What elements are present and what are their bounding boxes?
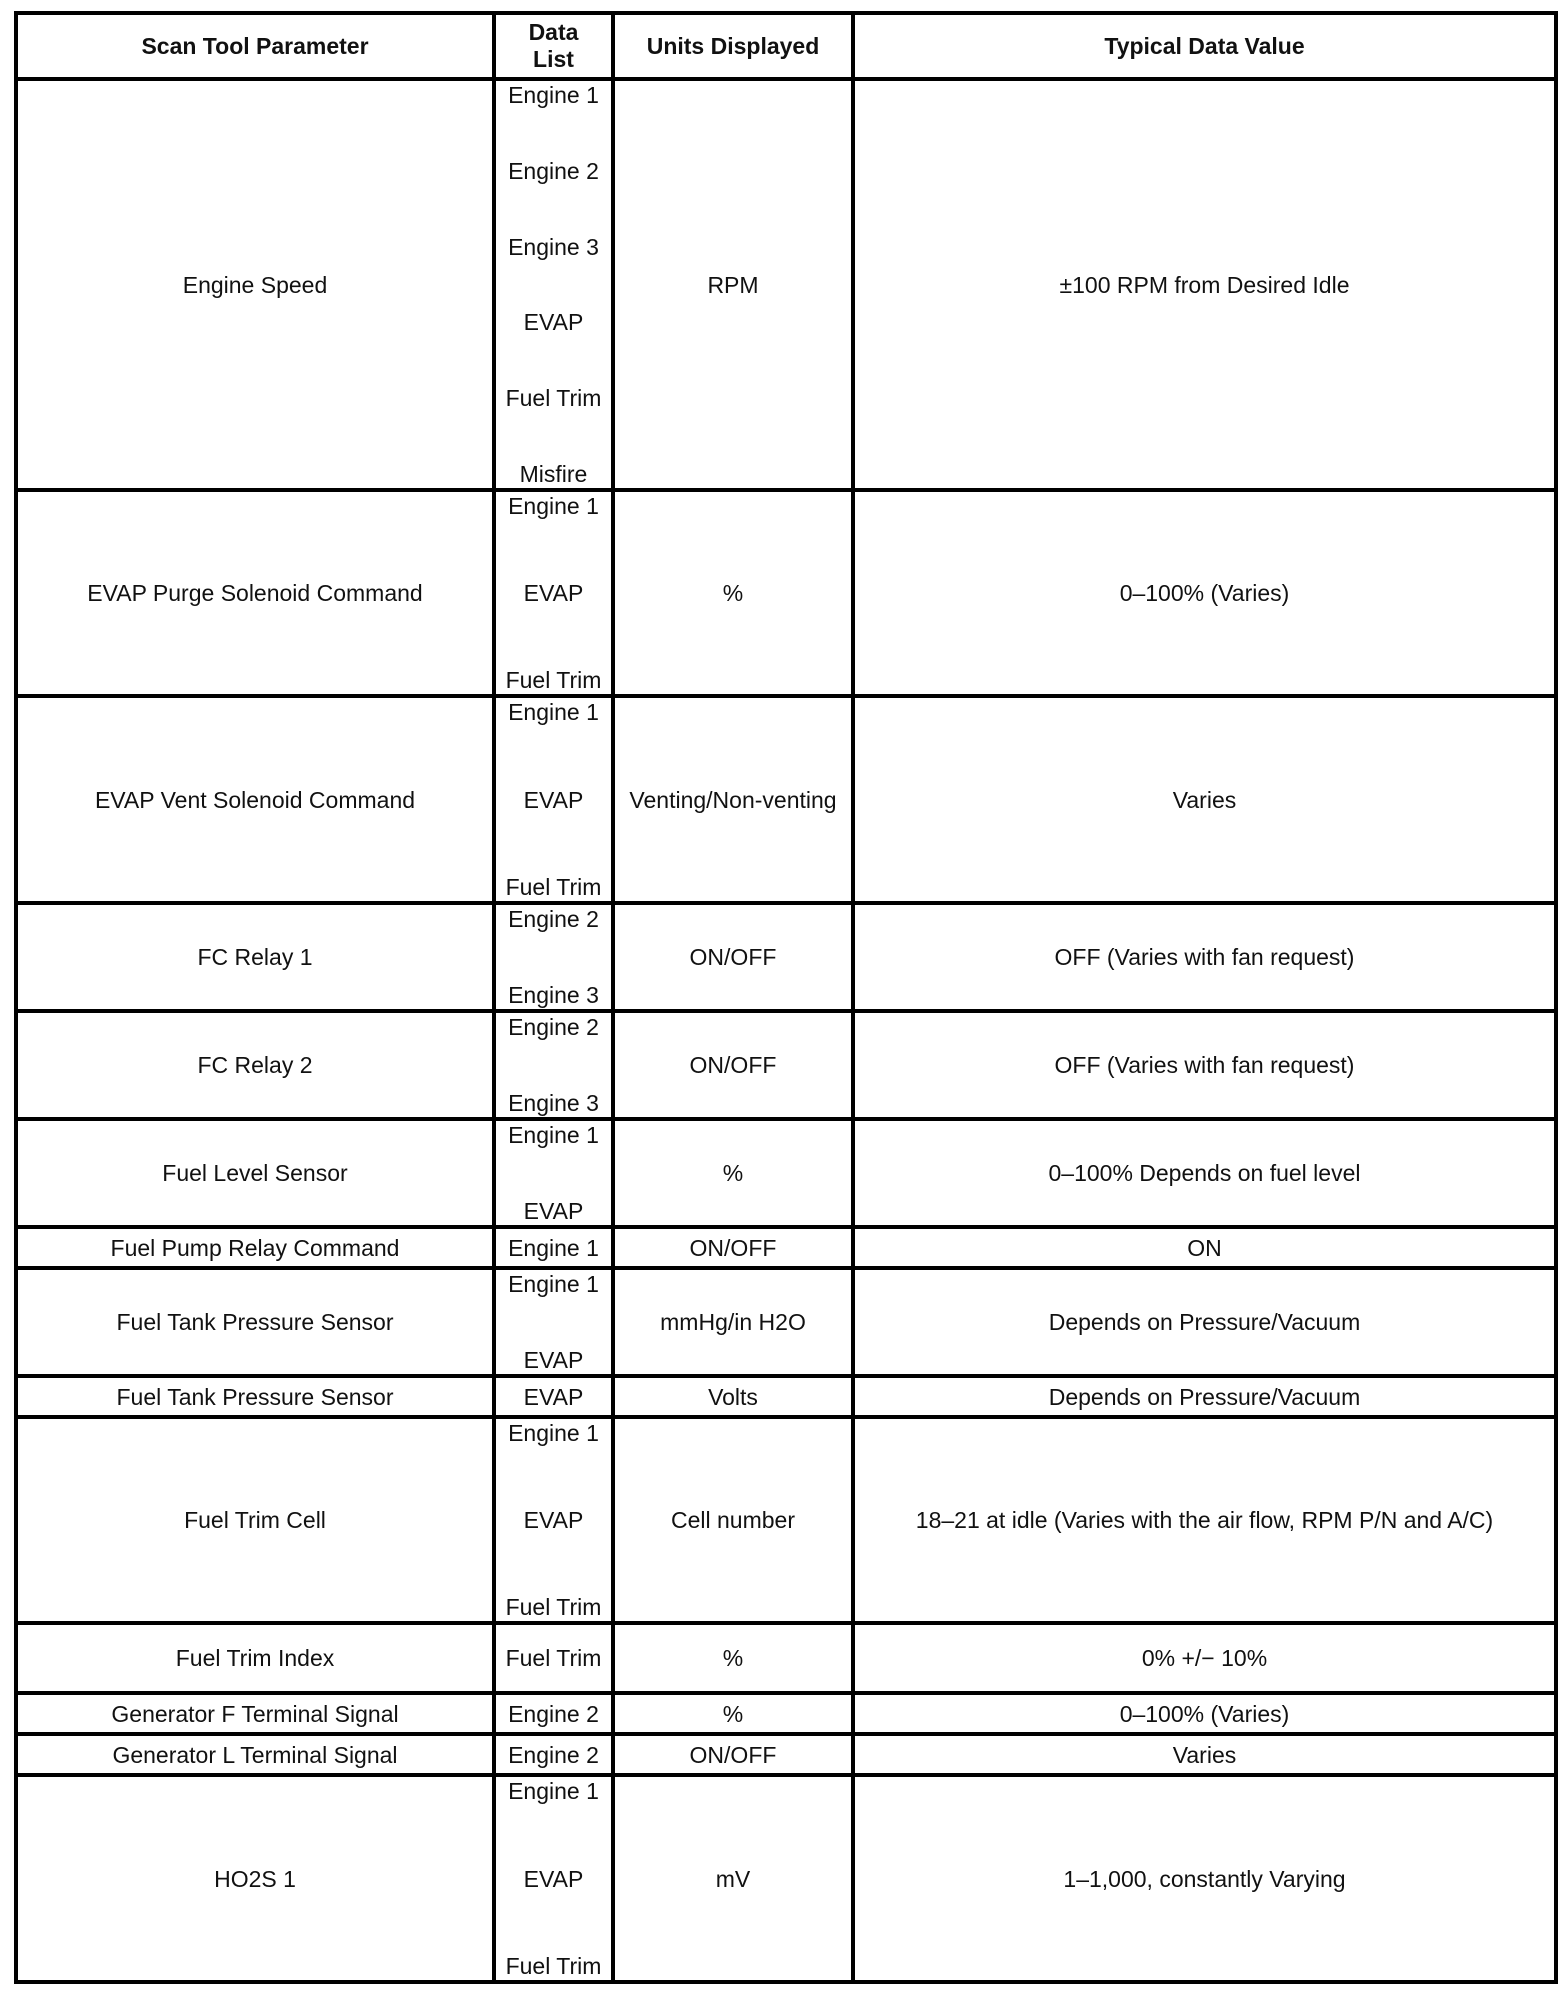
- parameter-cell: Fuel Trim Index: [16, 1623, 494, 1693]
- data-list-items: [500, 1695, 607, 1732]
- data-list-cell: [494, 1268, 613, 1376]
- data-list-cell: [494, 1775, 613, 1982]
- data-list-item: Engine 2: [508, 906, 599, 932]
- typical-value-cell: Varies: [853, 696, 1556, 903]
- data-list-cell: [494, 490, 613, 696]
- data-list-items: [500, 1419, 607, 1621]
- data-list-item: EVAP: [523, 309, 584, 336]
- parameter-cell: Generator F Terminal Signal: [16, 1693, 494, 1734]
- data-list-item: Engine 3: [508, 1090, 599, 1116]
- data-list-item: Engine 2: [508, 1700, 599, 1727]
- data-list-cell: [494, 1417, 613, 1623]
- data-list-item: EVAP: [523, 1507, 584, 1533]
- units-cell: ON/OFF: [613, 1227, 853, 1268]
- units-cell: %: [613, 1119, 853, 1227]
- data-list-item: EVAP: [523, 1198, 584, 1224]
- typical-value-cell: 0% +/− 10%: [853, 1623, 1556, 1693]
- table-row: [16, 903, 1556, 1011]
- typical-value-cell: 0–100% (Varies): [853, 1693, 1556, 1734]
- table-row: [16, 1119, 1556, 1227]
- typical-value-cell: 0–100% Depends on fuel level: [853, 1119, 1556, 1227]
- data-list-item: EVAP: [523, 580, 584, 606]
- units-cell: %: [613, 1693, 853, 1734]
- data-list-items: [500, 1625, 607, 1691]
- units-cell: mmHg/in H2O: [613, 1268, 853, 1376]
- typical-value-cell: Depends on Pressure/Vacuum: [853, 1376, 1556, 1417]
- header-row: [16, 13, 1556, 79]
- parameter-cell: EVAP Vent Solenoid Command: [16, 696, 494, 903]
- data-list-items: [500, 1121, 607, 1225]
- parameter-cell: EVAP Purge Solenoid Command: [16, 490, 494, 696]
- typical-value-cell: ±100 RPM from Desired Idle: [853, 79, 1556, 490]
- data-list-items: [500, 1777, 607, 1980]
- data-list-item: Engine 2: [508, 157, 599, 184]
- parameter-cell: FC Relay 1: [16, 903, 494, 1011]
- units-cell: Volts: [613, 1376, 853, 1417]
- data-list-item: Engine 1: [508, 1271, 599, 1297]
- table-row: [16, 1376, 1556, 1417]
- header-scan-tool-parameter: Scan Tool Parameter: [16, 13, 494, 79]
- units-cell: Cell number: [613, 1417, 853, 1623]
- data-list-item: Fuel Trim: [505, 1594, 602, 1620]
- header-data-list-line1: Data: [528, 19, 579, 45]
- data-list-cell: [494, 1734, 613, 1775]
- parameter-cell: Fuel Pump Relay Command: [16, 1227, 494, 1268]
- data-list-items: [500, 1736, 607, 1773]
- table-row: [16, 1417, 1556, 1623]
- data-list-item: Fuel Trim: [505, 385, 602, 412]
- table-row: [16, 1623, 1556, 1693]
- table-row: [16, 1693, 1556, 1734]
- data-list-item: Engine 1: [508, 1420, 599, 1446]
- parameter-cell: Fuel Tank Pressure Sensor: [16, 1376, 494, 1417]
- data-list-item: Engine 3: [508, 982, 599, 1008]
- data-list-cell: [494, 1376, 613, 1417]
- data-list-items: [500, 492, 607, 694]
- data-list-item: Engine 2: [508, 1741, 599, 1768]
- data-list-items: [500, 1270, 607, 1374]
- table-row: [16, 1775, 1556, 1982]
- data-list-items: [500, 81, 607, 488]
- parameter-cell: FC Relay 2: [16, 1011, 494, 1119]
- parameter-cell: Fuel Level Sensor: [16, 1119, 494, 1227]
- data-list-item: Fuel Trim: [505, 1953, 602, 1979]
- typical-value-cell: ON: [853, 1227, 1556, 1268]
- table-row: [16, 1734, 1556, 1775]
- data-list-item: Engine 1: [508, 493, 599, 519]
- units-cell: %: [613, 490, 853, 696]
- parameter-cell: Generator L Terminal Signal: [16, 1734, 494, 1775]
- data-list-items: [500, 1013, 607, 1117]
- parameter-cell: Engine Speed: [16, 79, 494, 490]
- data-list-item: Misfire: [519, 460, 588, 487]
- table-row: [16, 79, 1556, 490]
- data-list-item: Fuel Trim: [505, 874, 602, 900]
- table-row: [16, 490, 1556, 696]
- data-list-item: Engine 1: [508, 1778, 599, 1804]
- data-list-item: Engine 1: [508, 699, 599, 725]
- typical-value-cell: 18–21 at idle (Varies with the air flow, RPM P/N and A/C): [853, 1417, 1556, 1623]
- table-row: [16, 1268, 1556, 1376]
- data-list-item: EVAP: [523, 1865, 584, 1892]
- data-list-cell: [494, 1011, 613, 1119]
- header-data-list-line2: List: [533, 46, 574, 72]
- data-list-items: [500, 1378, 607, 1415]
- parameter-cell: HO2S 1: [16, 1775, 494, 1982]
- data-list-cell: [494, 1227, 613, 1268]
- typical-value-cell: Depends on Pressure/Vacuum: [853, 1268, 1556, 1376]
- table-row: [16, 1227, 1556, 1268]
- typical-value-cell: Varies: [853, 1734, 1556, 1775]
- units-cell: ON/OFF: [613, 1011, 853, 1119]
- data-list-items: [500, 905, 607, 1009]
- typical-value-cell: 1–1,000, constantly Varying: [853, 1775, 1556, 1982]
- data-list-item: EVAP: [523, 786, 584, 813]
- units-cell: %: [613, 1623, 853, 1693]
- typical-value-cell: 0–100% (Varies): [853, 490, 1556, 696]
- header-typical-data-value: Typical Data Value: [853, 13, 1556, 79]
- data-list-cell: [494, 696, 613, 903]
- data-list-item: EVAP: [523, 1347, 584, 1373]
- scan-tool-data-table: [14, 11, 1558, 1984]
- data-list-item: Engine 3: [508, 233, 599, 260]
- data-list-item: Engine 2: [508, 1014, 599, 1040]
- data-list-items: [500, 1229, 607, 1266]
- data-list-item: EVAP: [523, 1383, 584, 1410]
- units-cell: ON/OFF: [613, 903, 853, 1011]
- table-row: [16, 696, 1556, 903]
- units-cell: ON/OFF: [613, 1734, 853, 1775]
- data-list-item: Fuel Trim: [505, 1645, 602, 1671]
- header-units-displayed: Units Displayed: [613, 13, 853, 79]
- table-row: [16, 1011, 1556, 1119]
- typical-value-cell: OFF (Varies with fan request): [853, 1011, 1556, 1119]
- data-list-items: [500, 698, 607, 901]
- data-list-item: Engine 1: [508, 1122, 599, 1148]
- units-cell: RPM: [613, 79, 853, 490]
- typical-value-cell: OFF (Varies with fan request): [853, 903, 1556, 1011]
- units-cell: Venting/Non-venting: [613, 696, 853, 903]
- parameter-cell: Fuel Trim Cell: [16, 1417, 494, 1623]
- data-list-cell: [494, 903, 613, 1011]
- data-list-cell: [494, 79, 613, 490]
- data-list-item: Fuel Trim: [505, 667, 602, 693]
- units-cell: mV: [613, 1775, 853, 1982]
- data-list-cell: [494, 1623, 613, 1693]
- data-list-item: Engine 1: [508, 82, 599, 108]
- data-list-item: Engine 1: [508, 1234, 599, 1261]
- data-list-cell: [494, 1693, 613, 1734]
- parameter-cell: Fuel Tank Pressure Sensor: [16, 1268, 494, 1376]
- header-data-list: [494, 13, 613, 79]
- data-list-cell: [494, 1119, 613, 1227]
